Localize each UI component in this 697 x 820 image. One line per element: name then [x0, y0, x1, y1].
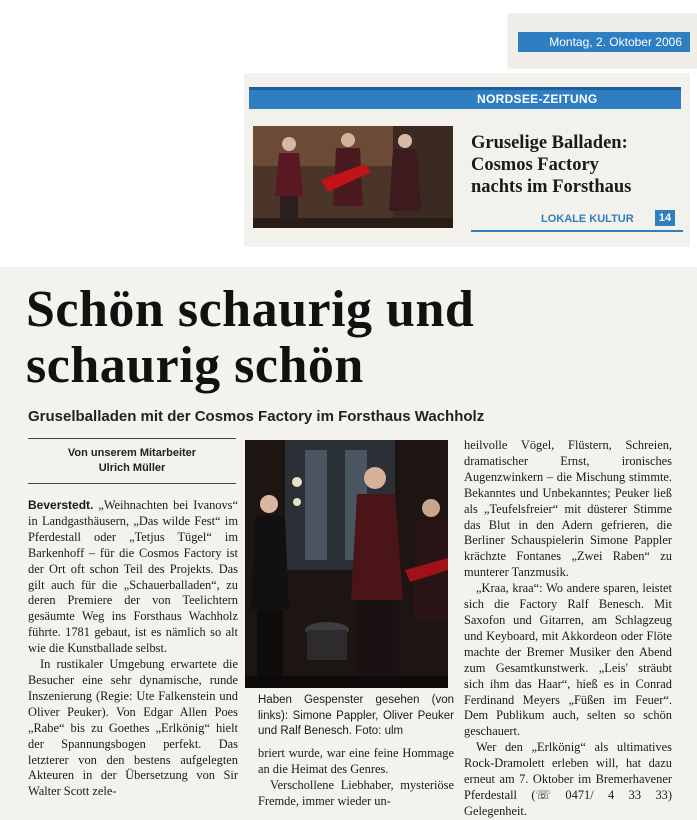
date-clipping [508, 14, 697, 68]
paragraph: Wer den „Erlkönig“ als ultimatives Rock-Dramolett erleben will, hat dazu erneut am 7. Oktober im Bremerhavener Pferdestall (☏ 0471/ 4 33 33) Gelegenheit. [464, 740, 672, 818]
newspaper-name-bar [249, 87, 681, 109]
paragraph: Verschollene Liebhaber, mysteriöse Fremde, immer wieder un- [258, 777, 454, 808]
header-photo [253, 126, 453, 228]
article-subtitle: Gruselballaden mit der Cosmos Factory im Forsthaus Wachholz [28, 408, 485, 425]
section-label: LOKALE KULTUR [541, 213, 634, 225]
paragraph: briert wurde, war eine feine Hommage an die Heimat des Genres. [258, 746, 454, 776]
dateline: Beverstedt. [28, 498, 94, 512]
article-title-line: schaurig schön [26, 337, 364, 394]
byline-author: Ulrich Müller [98, 462, 166, 474]
date-label: Montag, 2. Oktober 2006 [518, 32, 690, 52]
article-title [26, 282, 474, 394]
article-column-2 [258, 746, 454, 810]
header-headline [471, 132, 683, 198]
article-column-3 [464, 438, 672, 820]
paragraph: „Kraa, kraa“: Wo andere sparen, leistet sich die Factory Ralf Benesch. Mit Saxofon und Gitarren, am Schlagzeug und Keyboard, mit Akkordeon oder Flöte machte der Bremer Musiker den Abend zum Gesamtkunstwerk. „Leis' sträubt sich ihm das Haar“, hieß es in Conrad Ferdinand Meyers „Füßen im Feuer“. Dem Publikum auch, selten so schön geschauert. [464, 581, 672, 739]
article-title-line: Schön schaurig und [26, 281, 475, 338]
header-clipping [245, 74, 689, 246]
section-rule [471, 230, 683, 232]
header-headline-line: nachts im Forsthaus [471, 177, 632, 197]
article-photo [245, 440, 448, 688]
band-photo-large [245, 440, 448, 688]
band-photo-small [253, 126, 453, 228]
page-number-badge: 14 [655, 210, 675, 226]
newspaper-name: NORDSEE-ZEITUNG [477, 92, 598, 106]
paragraph: „Weihnachten bei Ivanovs“ in Landgasthäusern, „Das wilde Fest“ im Pferdestall oder „Tetjus Tügel“ im Barkenhoff – für die Cosmos Factory ist der Ort oft schon Teil des Projekts. Das gilt auch für die „Schauerballaden“, zu deren Premiere der von Teelichtern gesäumte Weg ins Forsthaus Wachholz führte. 1781 gebaut, ist es nämlich so alt wie die Kunstballade selbst. [28, 498, 238, 656]
paragraph: heilvolle Vögel, Flüstern, Schreien, dramatischer Ernst, ironisches Augenzwinkern – die Mischung stimmte. Bekanntes und Unbekanntes; Peuker ließ als „Teufelsfreier“ mit düsterer Stimme das Blut in den Adern gefrieren, die Berliner Schauspielerin Simone Pappler krächzte Fontanes „Zwei Raben“ zu munterer Tanzmusik. [464, 438, 672, 580]
article-clipping [0, 268, 697, 820]
photo-caption: Haben Gespenster gesehen (von links): Simone Pappler, Oliver Peuker und Ralf Benesch. Foto: ulm [258, 694, 454, 737]
article-column-1 [28, 498, 238, 800]
byline [28, 438, 236, 484]
byline-role: Von unserem Mitarbeiter [67, 447, 197, 459]
header-headline-line: Cosmos Factory [471, 155, 599, 175]
paragraph: In rustikaler Umgebung erwartete die Besucher eine sehr dynamische, runde Inszenierung (Regie: Ute Falkenstein und Oliver Peuker). Von Edgar Allen Poes „Rabe“ bis zu Goethes „Erlkönig“ hielt der Spannungsbogen perfekt. Das letzterer von den bestens aufgelegten Akteuren in der Übersetzung von Sir Walter Scott zele- [28, 657, 238, 799]
header-headline-line: Gruselige Balladen: [471, 133, 628, 153]
